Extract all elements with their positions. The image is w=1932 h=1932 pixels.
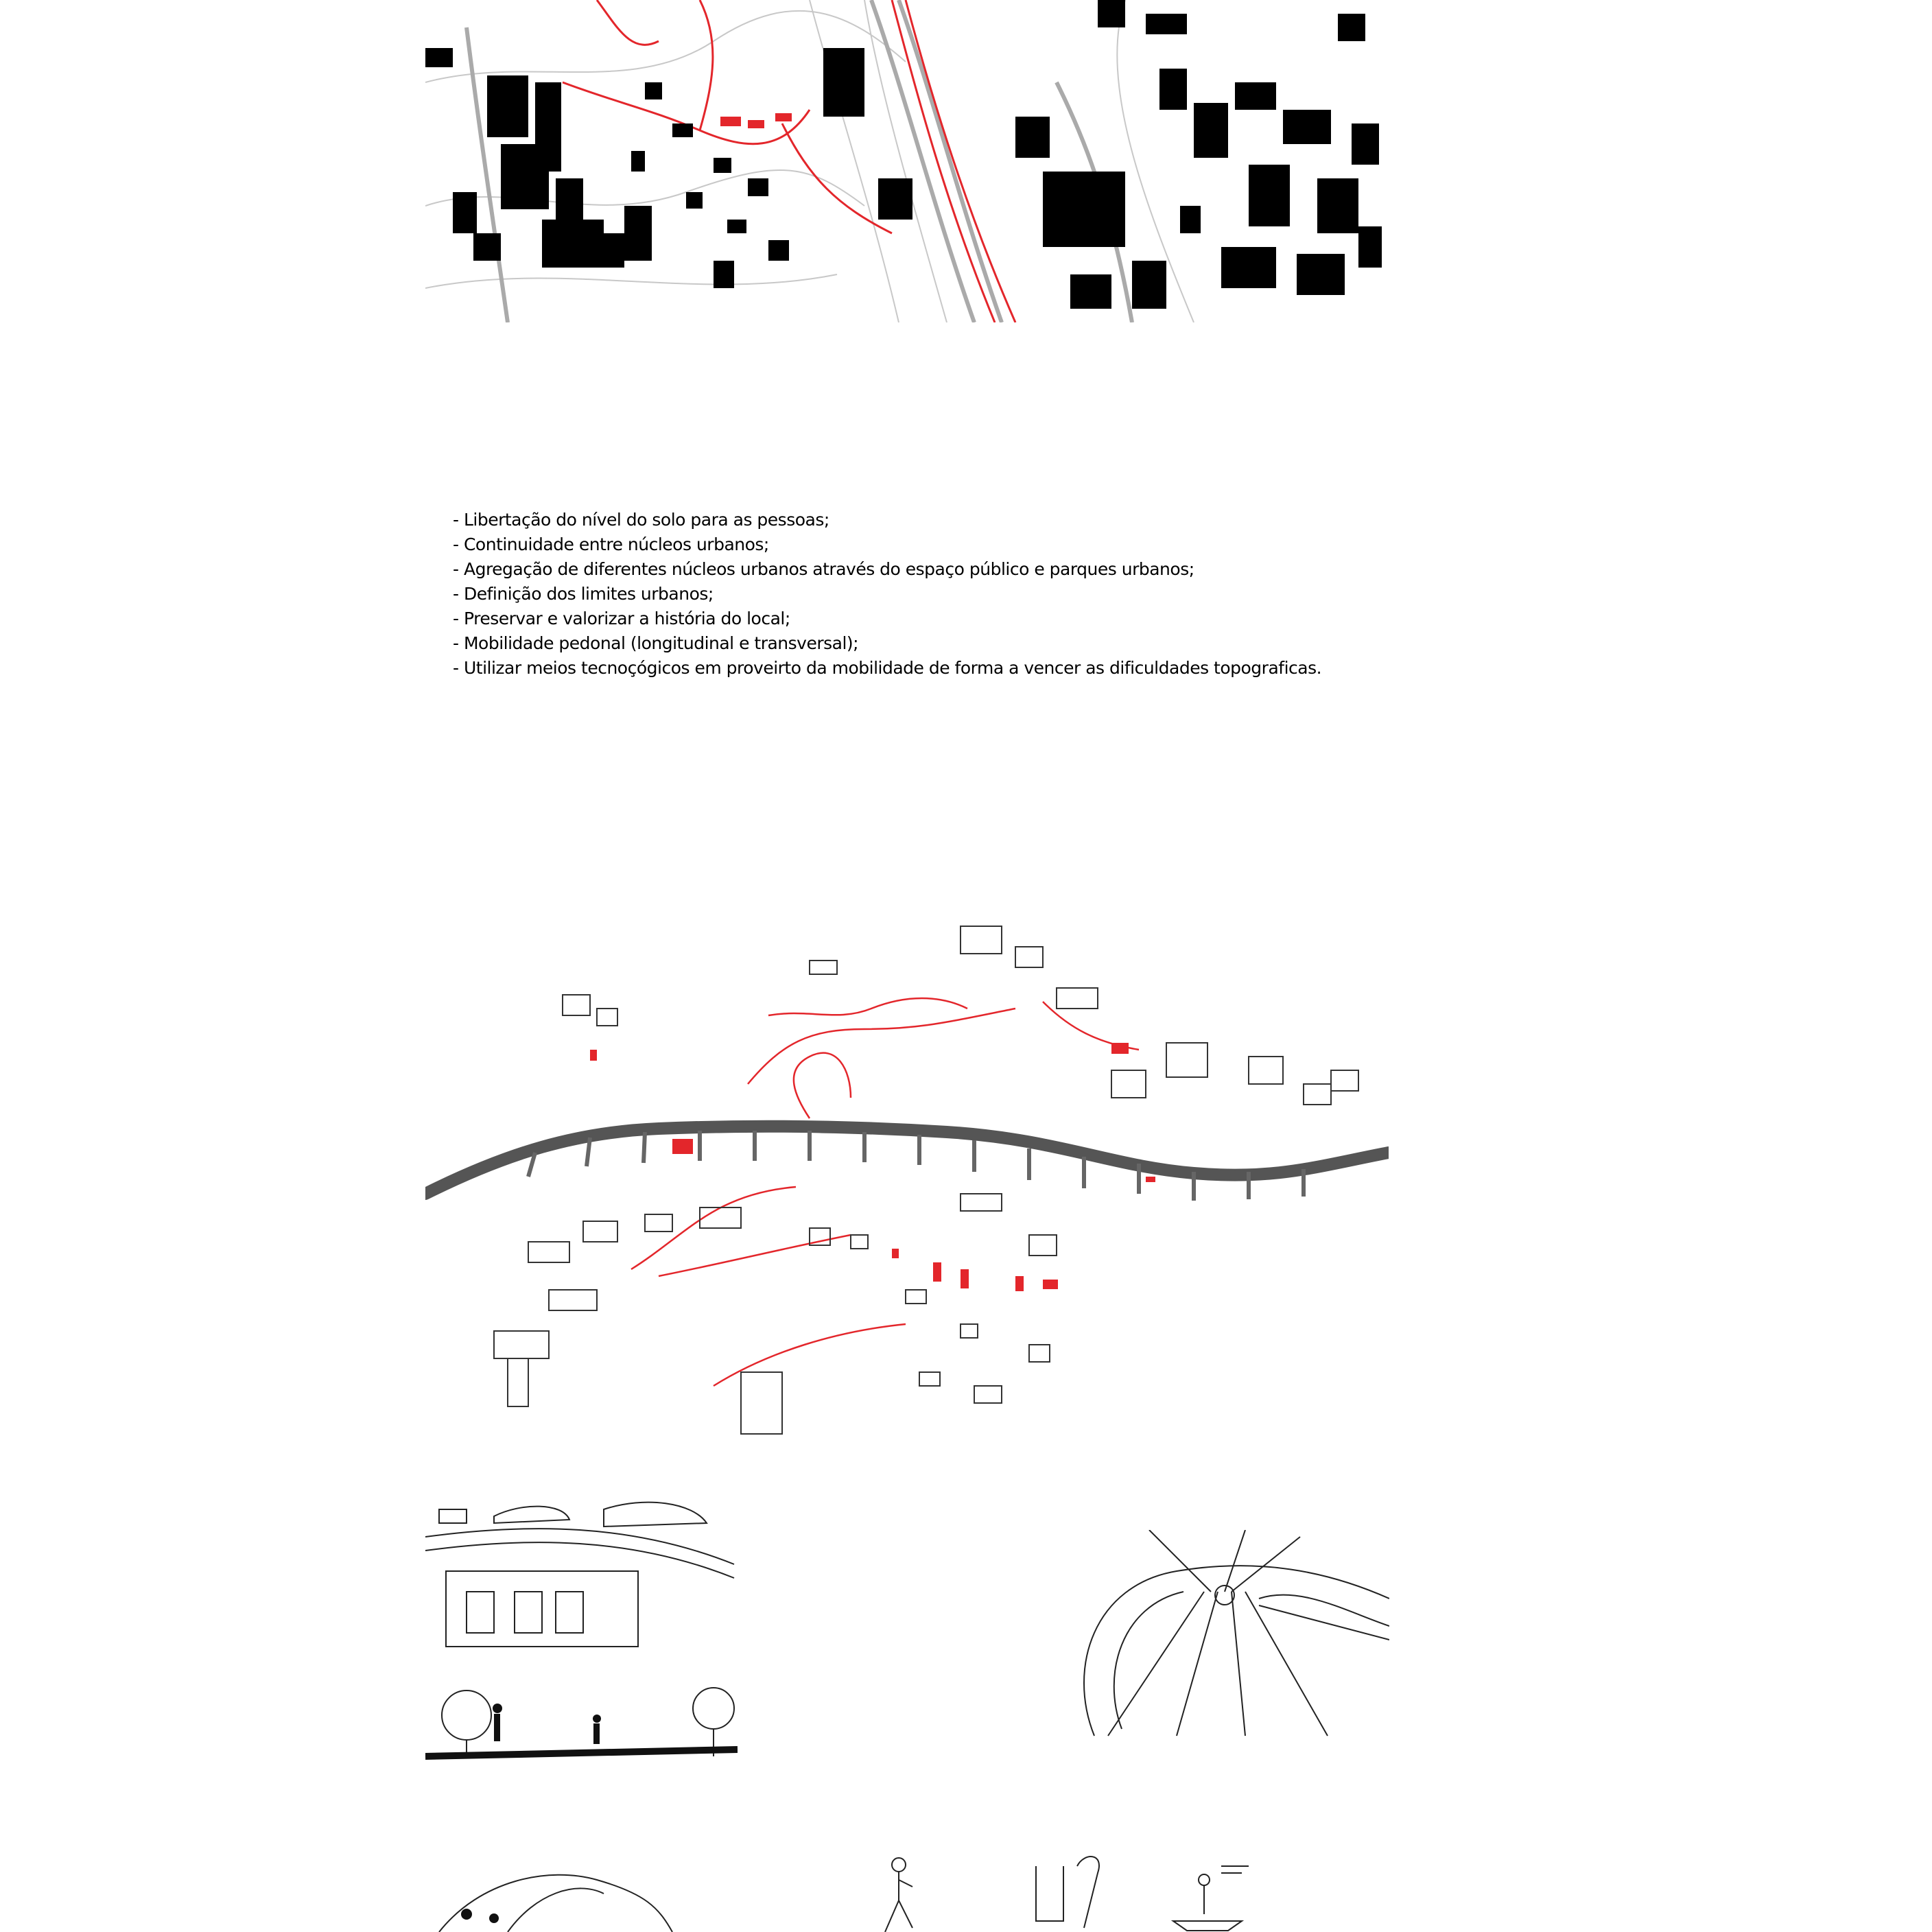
principle-item: - Agregação de diferentes núcleos urbanos através do espaço público e parques urbanos; xyxy=(453,559,1194,579)
site-plan-map xyxy=(425,0,1389,322)
perspective-sketch xyxy=(1039,1530,1389,1743)
principle-item: - Continuidade entre núcleos urbanos; xyxy=(453,534,769,554)
viaduct-pillars xyxy=(528,1131,1304,1201)
design-principles-list xyxy=(453,508,1482,681)
principle-item: - Definição dos limites urbanos; xyxy=(453,584,714,604)
principle-item: - Utilizar meios tecnoçógicos em proveirto da mobilidade de forma a vencer as dificuldades topograficas. xyxy=(453,658,1322,678)
aerial-sketch xyxy=(425,906,1389,1448)
pedestrian-paths xyxy=(631,998,1139,1386)
principle-item: - Libertação do nível do solo para as pessoas; xyxy=(453,510,829,530)
highlighted-buildings xyxy=(590,1043,1155,1291)
viaduct xyxy=(425,1127,1389,1194)
figures-sketch xyxy=(425,1852,1389,1932)
principle-item: - Mobilidade pedonal (longitudinal e transversal); xyxy=(453,633,859,653)
principle-item: - Preservar e valorizar a história do local; xyxy=(453,609,790,628)
section-sketch xyxy=(425,1496,738,1767)
